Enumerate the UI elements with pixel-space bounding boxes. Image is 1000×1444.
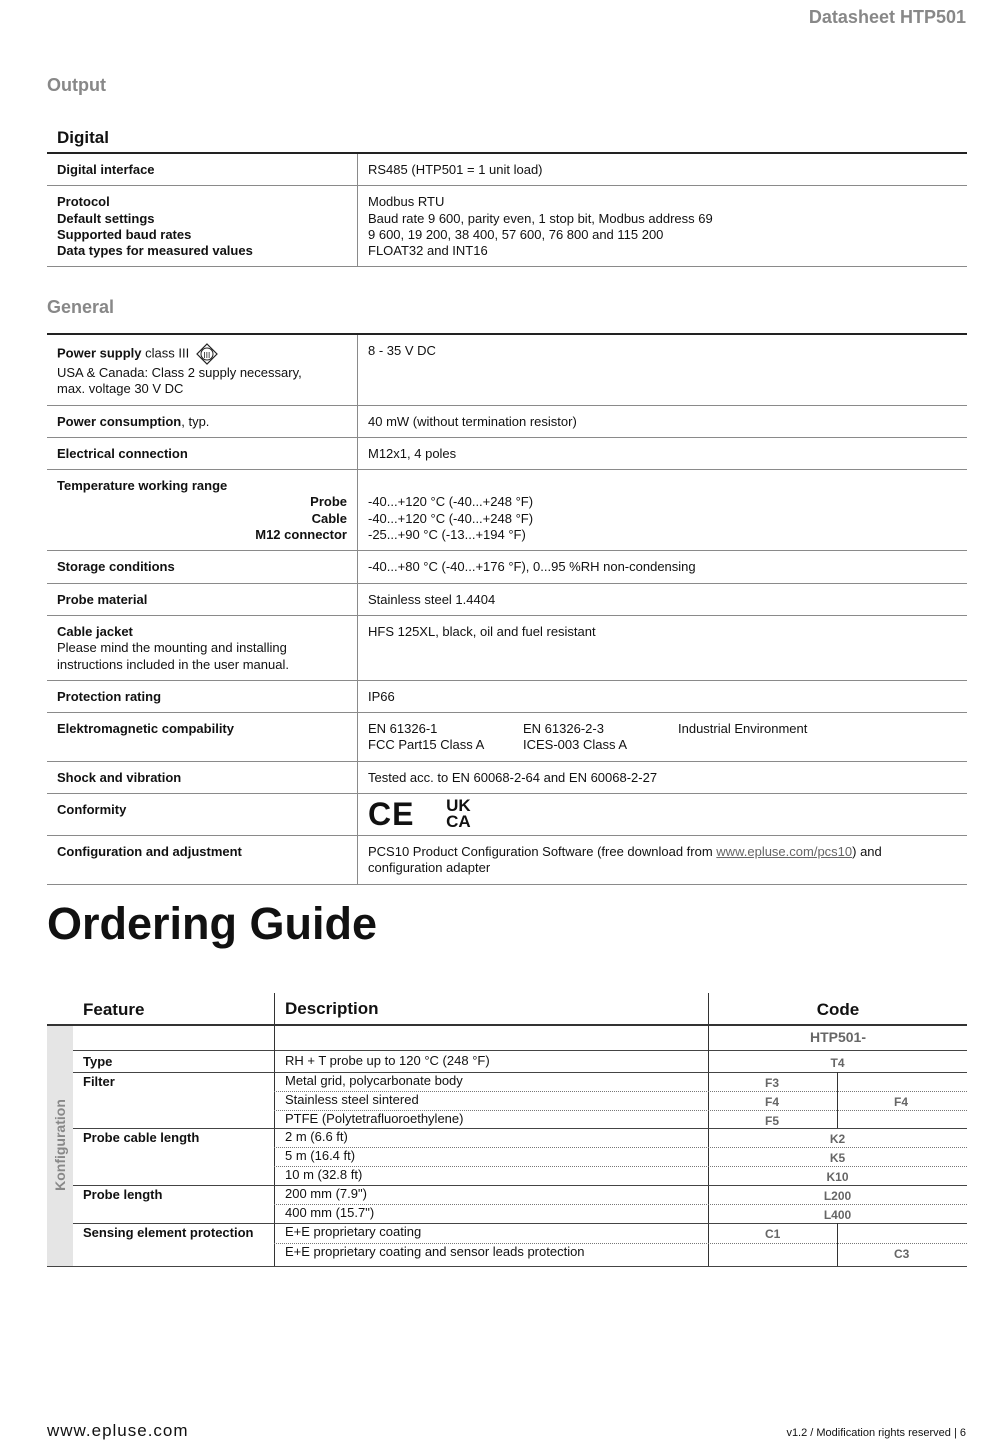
header-divider bbox=[47, 1024, 967, 1026]
footer-website: www.epluse.com bbox=[47, 1421, 189, 1440]
footer-version: v1.2 / Modification rights reserved | 6 bbox=[786, 1427, 966, 1439]
model-code: HTP501- bbox=[809, 1029, 867, 1045]
spec-label: Default settings bbox=[57, 210, 155, 226]
table-row bbox=[47, 761, 967, 793]
feature-description: Metal grid, polycarbonate body bbox=[285, 1073, 463, 1088]
feature-description: 5 m (16.4 ft) bbox=[285, 1148, 356, 1163]
column-header-description: Description bbox=[285, 999, 379, 1018]
spec-value: -40...+120 °C (-40...+248 °F) bbox=[368, 494, 534, 510]
spec-label: Shock and vibration bbox=[57, 769, 182, 785]
spec-value: RS485 (HTP501 = 1 unit load) bbox=[358, 153, 968, 186]
table-row bbox=[47, 836, 967, 885]
spec-value: Industrial Environment bbox=[678, 721, 808, 737]
model-row-divider bbox=[73, 1050, 967, 1051]
spec-value: EN 61326-1 bbox=[368, 721, 438, 737]
spec-value: FLOAT32 and INT16 bbox=[368, 243, 488, 259]
column-divider bbox=[274, 993, 275, 1266]
table-row bbox=[47, 680, 967, 712]
option-code: F3 bbox=[765, 1076, 780, 1090]
spec-value: configuration adapter bbox=[368, 860, 491, 876]
konfiguration-side-label bbox=[47, 1024, 73, 1266]
spec-value: ICES-003 Class A bbox=[523, 737, 628, 753]
ordering-guide-table bbox=[47, 993, 967, 1266]
section-general: General bbox=[47, 297, 115, 317]
code-split-divider bbox=[837, 1243, 838, 1266]
table-row bbox=[47, 713, 967, 762]
subsection-digital: Digital bbox=[57, 128, 109, 147]
column-divider bbox=[708, 993, 709, 1266]
spec-sublabel: Probe bbox=[310, 494, 347, 510]
general-spec-table bbox=[47, 333, 967, 885]
spec-label: Storage conditions bbox=[57, 559, 175, 575]
spec-sublabel: Cable bbox=[311, 510, 347, 526]
option-code: F4 bbox=[765, 1095, 780, 1109]
table-row bbox=[47, 186, 967, 267]
spec-label: Protocol bbox=[57, 194, 110, 210]
spec-label-suffix: class III bbox=[141, 345, 190, 361]
spec-value: PCS10 Product Configuration Software (free download from bbox=[368, 844, 717, 860]
feature-label: Type bbox=[83, 1054, 113, 1069]
class-iii-icon bbox=[196, 343, 218, 365]
feature-description: 200 mm (7.9") bbox=[285, 1186, 367, 1201]
column-header-code: Code bbox=[816, 1000, 860, 1019]
pcs10-download-link[interactable]: www.epluse.com/pcs10 bbox=[716, 844, 853, 860]
feature-description: 400 mm (15.7") bbox=[285, 1205, 375, 1220]
code-split-divider bbox=[837, 1110, 838, 1128]
option-code: L400 bbox=[823, 1208, 852, 1222]
document-title: Datasheet HTP501 bbox=[808, 7, 966, 27]
table-row bbox=[47, 551, 967, 583]
section-output: Output bbox=[47, 75, 106, 95]
spec-value: -25...+90 °C (-13...+194 °F) bbox=[368, 527, 526, 543]
spec-label: Data types for measured values bbox=[57, 243, 253, 259]
spec-value: FCC Part15 Class A bbox=[368, 737, 485, 753]
option-code: C3 bbox=[894, 1247, 910, 1261]
feature-description: E+E proprietary coating bbox=[285, 1224, 422, 1239]
feature-label: Probe length bbox=[83, 1187, 163, 1202]
spec-value: 9 600, 19 200, 38 400, 57 600, 76 800 and 115 200 bbox=[368, 226, 664, 242]
spec-label: Protection rating bbox=[57, 688, 162, 704]
spec-note: USA & Canada: Class 2 supply necessary, bbox=[57, 365, 302, 380]
konfiguration-label-text: Konfiguration bbox=[52, 1099, 68, 1191]
spec-label-suffix: , typ. bbox=[181, 413, 210, 429]
spec-value: 40 mW (without termination resistor) bbox=[358, 405, 968, 437]
table-row bbox=[47, 615, 967, 680]
class-iii-label: III bbox=[203, 351, 211, 360]
feature-description: Stainless steel sintered bbox=[285, 1092, 419, 1107]
table-row bbox=[47, 437, 967, 469]
spec-label: Elektromagnetic compability bbox=[57, 721, 234, 737]
ukca-mark-icon bbox=[446, 798, 471, 830]
spec-value: IP66 bbox=[358, 680, 968, 712]
table-row bbox=[47, 583, 967, 615]
spec-value: 8 - 35 V DC bbox=[358, 334, 968, 405]
option-code: C1 bbox=[765, 1227, 781, 1241]
spec-value: Modbus RTU bbox=[368, 194, 445, 210]
spec-value: M12x1, 4 poles bbox=[358, 437, 968, 469]
ukca-mark-bottom: CA bbox=[446, 812, 471, 832]
spec-sublabel: M12 connector bbox=[255, 527, 347, 543]
option-code: F4 bbox=[894, 1095, 909, 1109]
spec-label: Digital interface bbox=[57, 162, 155, 177]
feature-description: RH + T probe up to 120 °C (248 °F) bbox=[285, 1053, 490, 1068]
spec-label: Supported baud rates bbox=[57, 226, 192, 242]
spec-label: Probe material bbox=[57, 591, 148, 607]
spec-value: ) and bbox=[852, 844, 882, 860]
digital-spec-table bbox=[47, 152, 967, 267]
spec-note: instructions included in the user manual. bbox=[57, 656, 289, 672]
spec-value: -40...+120 °C (-40...+248 °F) bbox=[368, 510, 534, 526]
spec-label: Power consumption bbox=[57, 413, 182, 429]
spec-note: Please mind the mounting and installing bbox=[57, 640, 287, 656]
spec-label: Power supply bbox=[57, 345, 142, 361]
feature-label: Sensing element protection bbox=[83, 1225, 254, 1240]
spec-label: Electrical connection bbox=[57, 445, 188, 461]
ordering-guide-title: Ordering Guide bbox=[47, 898, 378, 949]
feature-label: Filter bbox=[83, 1074, 115, 1089]
feature-label: Probe cable length bbox=[83, 1130, 200, 1145]
feature-description: 2 m (6.6 ft) bbox=[285, 1129, 348, 1144]
option-code: L200 bbox=[823, 1189, 852, 1203]
spec-value: Baud rate 9 600, parity even, 1 stop bit, Modbus address 69 bbox=[368, 210, 713, 226]
feature-description: 10 m (32.8 ft) bbox=[285, 1167, 363, 1182]
option-code: K10 bbox=[826, 1170, 849, 1184]
spec-value: Stainless steel 1.4404 bbox=[358, 583, 968, 615]
spec-label: Cable jacket bbox=[57, 623, 133, 639]
spec-value: EN 61326-2-3 bbox=[523, 721, 604, 737]
spec-value: -40...+80 °C (-40...+176 °F), 0...95 %RH non-condensing bbox=[358, 551, 968, 583]
spec-value: HFS 125XL, black, oil and fuel resistant bbox=[358, 615, 968, 680]
option-code: T4 bbox=[830, 1056, 845, 1070]
spec-label: Temperature working range bbox=[57, 478, 228, 494]
table-row bbox=[47, 334, 967, 405]
spec-label: Configuration and adjustment bbox=[57, 844, 242, 860]
spec-value: Tested acc. to EN 60068-2-64 and EN 60068-2-27 bbox=[358, 761, 968, 793]
option-code: F5 bbox=[765, 1114, 780, 1128]
code-split-divider bbox=[837, 1072, 838, 1091]
code-split-divider bbox=[837, 1223, 838, 1243]
table-row bbox=[47, 794, 967, 836]
option-code: K2 bbox=[829, 1132, 846, 1146]
code-split-divider bbox=[837, 1091, 838, 1110]
feature-description: E+E proprietary coating and sensor leads protection bbox=[285, 1244, 585, 1259]
table-row bbox=[47, 405, 967, 437]
feature-description: PTFE (Polytetrafluoroethylene) bbox=[285, 1111, 464, 1126]
column-header-feature: Feature bbox=[83, 1000, 145, 1019]
table-bottom-border bbox=[47, 1266, 967, 1267]
table-row bbox=[47, 470, 967, 551]
spec-note: max. voltage 30 V DC bbox=[57, 381, 184, 397]
table-row bbox=[47, 153, 967, 186]
ce-mark-icon: CE bbox=[368, 796, 415, 833]
spec-label: Conformity bbox=[57, 802, 127, 818]
option-code: K5 bbox=[829, 1151, 846, 1165]
ukca-mark-top: UK bbox=[446, 796, 471, 816]
